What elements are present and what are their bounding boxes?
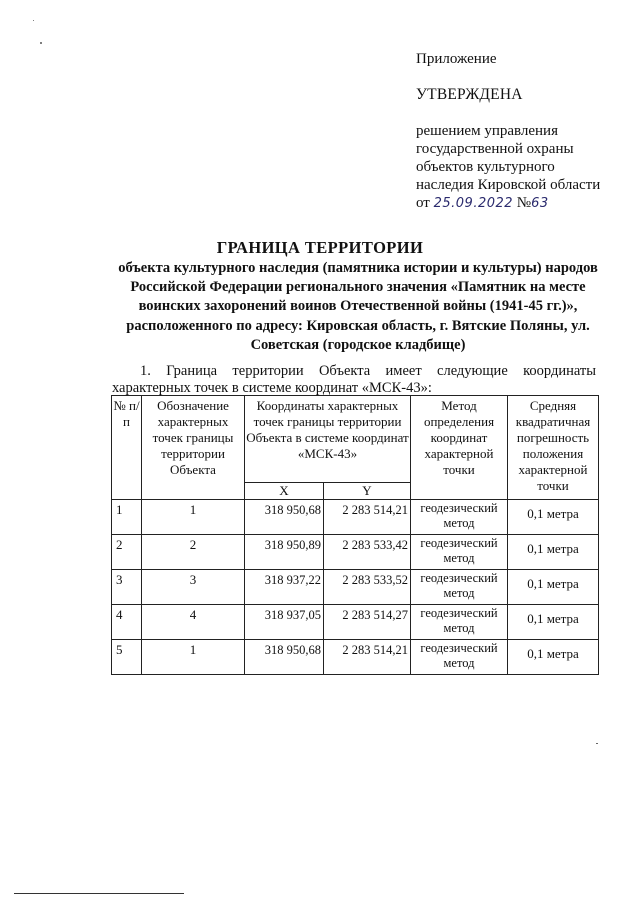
row-error: 0,1 метра (508, 535, 599, 570)
table-header-row (112, 396, 599, 483)
row-point: 2 (142, 535, 245, 570)
row-method: геодезический метод (411, 500, 508, 535)
row-error: 0,1 метра (508, 640, 599, 675)
decision-lines: решением управления государственной охраны объектов культурного наследия Кировской области (416, 123, 601, 193)
page-subtitle: объекта культурного наследия (памятника истории и культуры) народов Российской Федерации регионального значения «Памятник на месте воинских захоронений воинов Отечественной войны (1941-45 гг.)», расположенного по адресу: Кировская область, г. Вятские Поляны, ул. Советская (городское кладбище) (118, 260, 598, 353)
paragraph-line-1: 1. Граница территории Объекта имеет следующие координаты (140, 363, 596, 379)
row-x: 318 950,68 (245, 640, 324, 675)
row-error: 0,1 метра (508, 570, 599, 605)
row-x: 318 950,89 (245, 535, 324, 570)
appendix-label: Приложение (416, 51, 497, 67)
table-row (112, 640, 599, 675)
row-y: 2 283 514,27 (324, 605, 411, 640)
number-sign: № (516, 195, 532, 211)
row-x: 318 937,05 (245, 605, 324, 640)
table-row (112, 500, 599, 535)
row-error: 0,1 метра (508, 500, 599, 535)
table-row (112, 570, 599, 605)
row-x: 318 937,22 (245, 570, 324, 605)
row-point: 3 (142, 570, 245, 605)
row-x: 318 950,68 (245, 500, 324, 535)
row-num: 3 (112, 570, 142, 605)
approved-label: УТВЕРЖДЕНА (416, 86, 523, 103)
row-y: 2 283 514,21 (324, 640, 411, 675)
table-row (112, 605, 599, 640)
header-coords: Координаты характерных точек границы территории Объекта в системе координат «МСК-43» (245, 396, 411, 483)
row-num: 4 (112, 605, 142, 640)
row-point: 4 (142, 605, 245, 640)
header-y: Y (324, 483, 411, 500)
row-y: 2 283 533,52 (324, 570, 411, 605)
footer-rule (14, 893, 184, 894)
header-error: Средняя квадратичная погрешность положения характерной точки (508, 396, 599, 500)
row-method: геодезический метод (411, 605, 508, 640)
header-num: № п/п (112, 396, 142, 500)
date-prefix: от (416, 195, 430, 211)
page-title: ГРАНИЦА ТЕРРИТОРИИ (216, 238, 424, 257)
coordinates-table (111, 395, 599, 675)
scan-speck (596, 743, 598, 744)
row-num: 5 (112, 640, 142, 675)
row-method: геодезический метод (411, 535, 508, 570)
row-error: 0,1 метра (508, 605, 599, 640)
paragraph-line-2: характерных точек в системе координат «МСК-43»: (112, 380, 432, 396)
table-row (112, 535, 599, 570)
row-method: геодезический метод (411, 640, 508, 675)
scan-speck (33, 20, 34, 21)
handwritten-number: 63 (531, 196, 549, 211)
row-num: 1 (112, 500, 142, 535)
header-method: Метод определения координат характерной точки (411, 396, 508, 500)
scan-speck (40, 42, 42, 44)
decision-text (416, 122, 621, 213)
row-point: 1 (142, 640, 245, 675)
row-point: 1 (142, 500, 245, 535)
row-y: 2 283 533,42 (324, 535, 411, 570)
header-designation: Обозначение характерных точек границы территории Объекта (142, 396, 245, 500)
row-method: геодезический метод (411, 570, 508, 605)
handwritten-date: 25.09.2022 (433, 196, 514, 211)
row-y: 2 283 514,21 (324, 500, 411, 535)
row-num: 2 (112, 535, 142, 570)
header-x: X (245, 483, 324, 500)
intro-paragraph (112, 363, 596, 397)
